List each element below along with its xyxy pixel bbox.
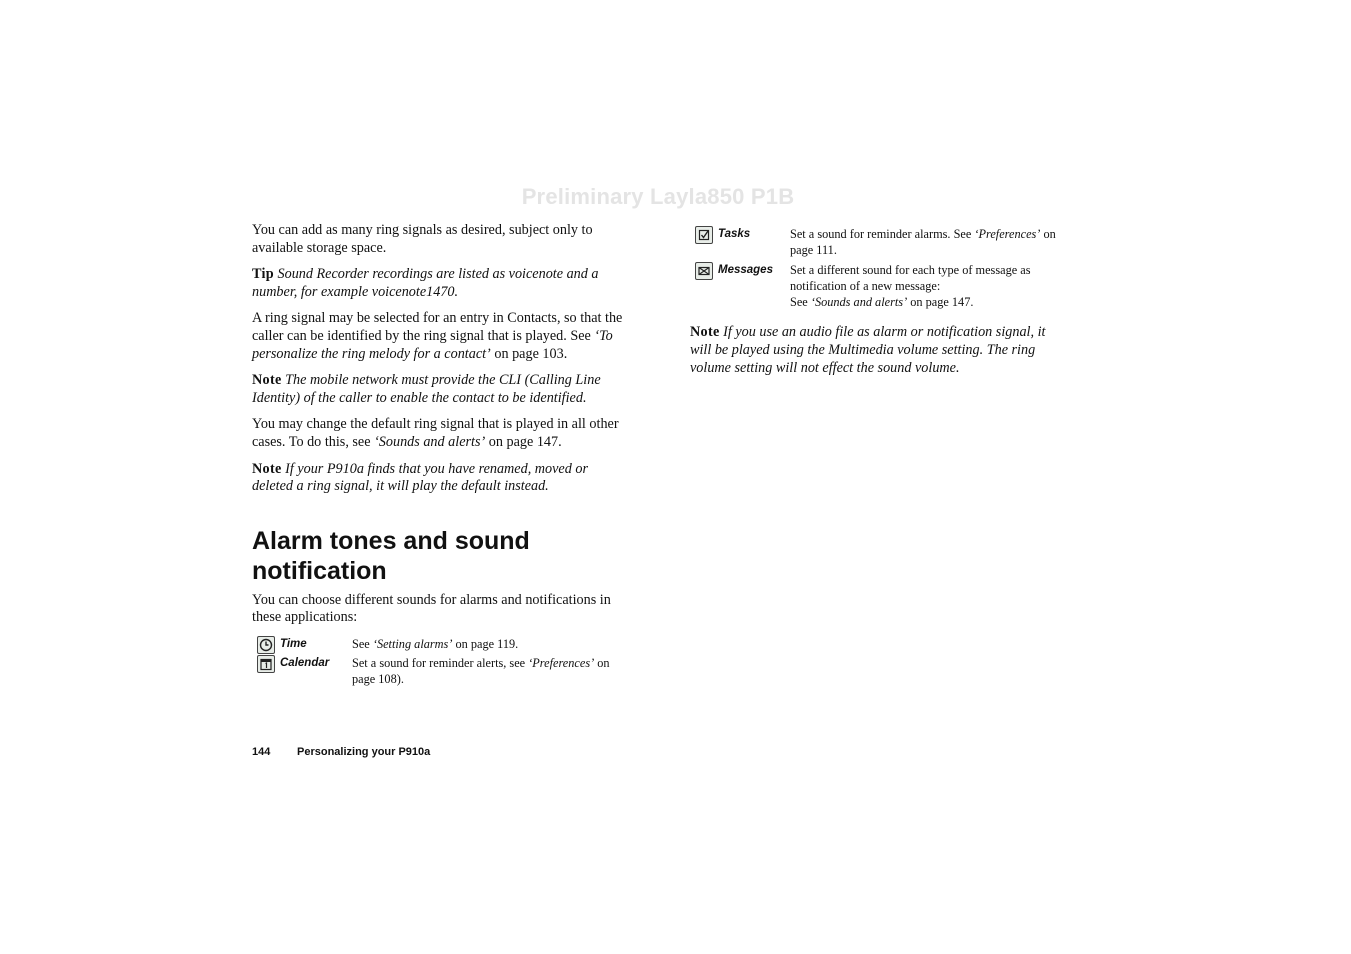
p3-reference-link[interactable]: ‘Sounds and alerts’ (374, 433, 486, 450)
note-audio-file (690, 324, 1062, 377)
tip-label: Tip (252, 266, 274, 283)
right-column (690, 226, 1062, 386)
app-name-calendar: Calendar (280, 656, 330, 669)
app-desc-calendar (352, 655, 624, 688)
desc-reference-link[interactable]: ‘Setting alarms’ (372, 636, 453, 651)
app-desc-messages (790, 262, 1062, 311)
app-row-tasks (690, 226, 1062, 259)
paragraph-default-ring (252, 416, 624, 451)
note-label: Note (252, 460, 282, 477)
p2-text-b: on page 103. (490, 345, 568, 362)
app-name-tasks: Tasks (718, 228, 751, 240)
app-table-right (690, 226, 1062, 310)
note-renamed (252, 461, 624, 496)
desc-text: See (790, 295, 811, 310)
desc-text: Set a different sound for each type of message as notification of a new message: (790, 262, 1031, 293)
app-name-messages: Messages (718, 263, 773, 276)
p3-text-a: You may change the default ring signal that is played in all other cases. To do this, see (252, 416, 619, 450)
desc-text: on page 108). (352, 655, 610, 687)
desc-text: Set a sound for reminder alarms. See (790, 227, 975, 241)
app-row-time (252, 636, 624, 654)
paragraph-contacts (252, 310, 624, 363)
desc-text: Set a sound for reminder alerts, see (352, 655, 529, 670)
note-label: Note (690, 324, 720, 341)
left-column (252, 222, 624, 692)
clock-icon (257, 636, 275, 654)
messages-icon (695, 262, 713, 280)
note-cli (252, 372, 624, 407)
app-name-time: Time (280, 637, 307, 650)
desc-text: See (352, 636, 373, 651)
app-desc-tasks (790, 226, 1062, 259)
paragraph-storage: You can add as many ring signals as desired, subject only to available storage space. (252, 222, 593, 256)
app-desc-time (352, 636, 624, 652)
p2-text-a: A ring signal may be selected for an entry in Contacts, so that the caller can be identified by the ring signal that is played. See (252, 310, 623, 344)
p2-reference-link[interactable]: ‘To personalize the ring melody for a contact’ (252, 327, 613, 362)
tip (252, 266, 624, 301)
calendar-icon (257, 655, 275, 673)
section-heading: Alarm tones and sound notification (252, 526, 530, 585)
tip-text: Sound Recorder recordings are listed as voicenote and a number, for example voicenote1470. (252, 266, 599, 300)
p3-text-b: on page 147. (485, 433, 562, 450)
note-label: Note (252, 372, 282, 389)
page-footer (252, 746, 430, 758)
note-text: If your P910a finds that you have renamed, moved or deleted a ring signal, it will play the default instead. (252, 460, 588, 495)
desc-reference-link[interactable]: ‘Preferences’ (528, 655, 595, 670)
app-row-calendar (252, 655, 624, 688)
desc-reference-link[interactable]: ‘Preferences’ (974, 227, 1041, 241)
desc-text: on page 119. (452, 636, 519, 651)
desc-reference-link[interactable]: ‘Sounds and alerts’ (810, 295, 908, 310)
page-number: 144 (252, 746, 271, 758)
note-text: If you use an audio file as alarm or notification signal, it will be played using the Multimedia volume setting. The ring volume setting will not effect the sound volume. (690, 324, 1046, 376)
note-text: The mobile network must provide the CLI (Calling Line Identity) of the caller to enable the contact to be identified. (252, 372, 601, 406)
section-title: Personalizing your P910a (297, 746, 431, 758)
tasks-icon (695, 226, 713, 244)
desc-text: on page 111. (790, 227, 1056, 258)
desc-text: on page 147. (907, 295, 974, 310)
paragraph-applications: You can choose different sounds for alarms and notifications in these applications: (252, 591, 611, 626)
app-table-left (252, 636, 624, 688)
watermark: Preliminary Layla850 P1B (521, 184, 795, 209)
app-row-messages (690, 262, 1062, 311)
